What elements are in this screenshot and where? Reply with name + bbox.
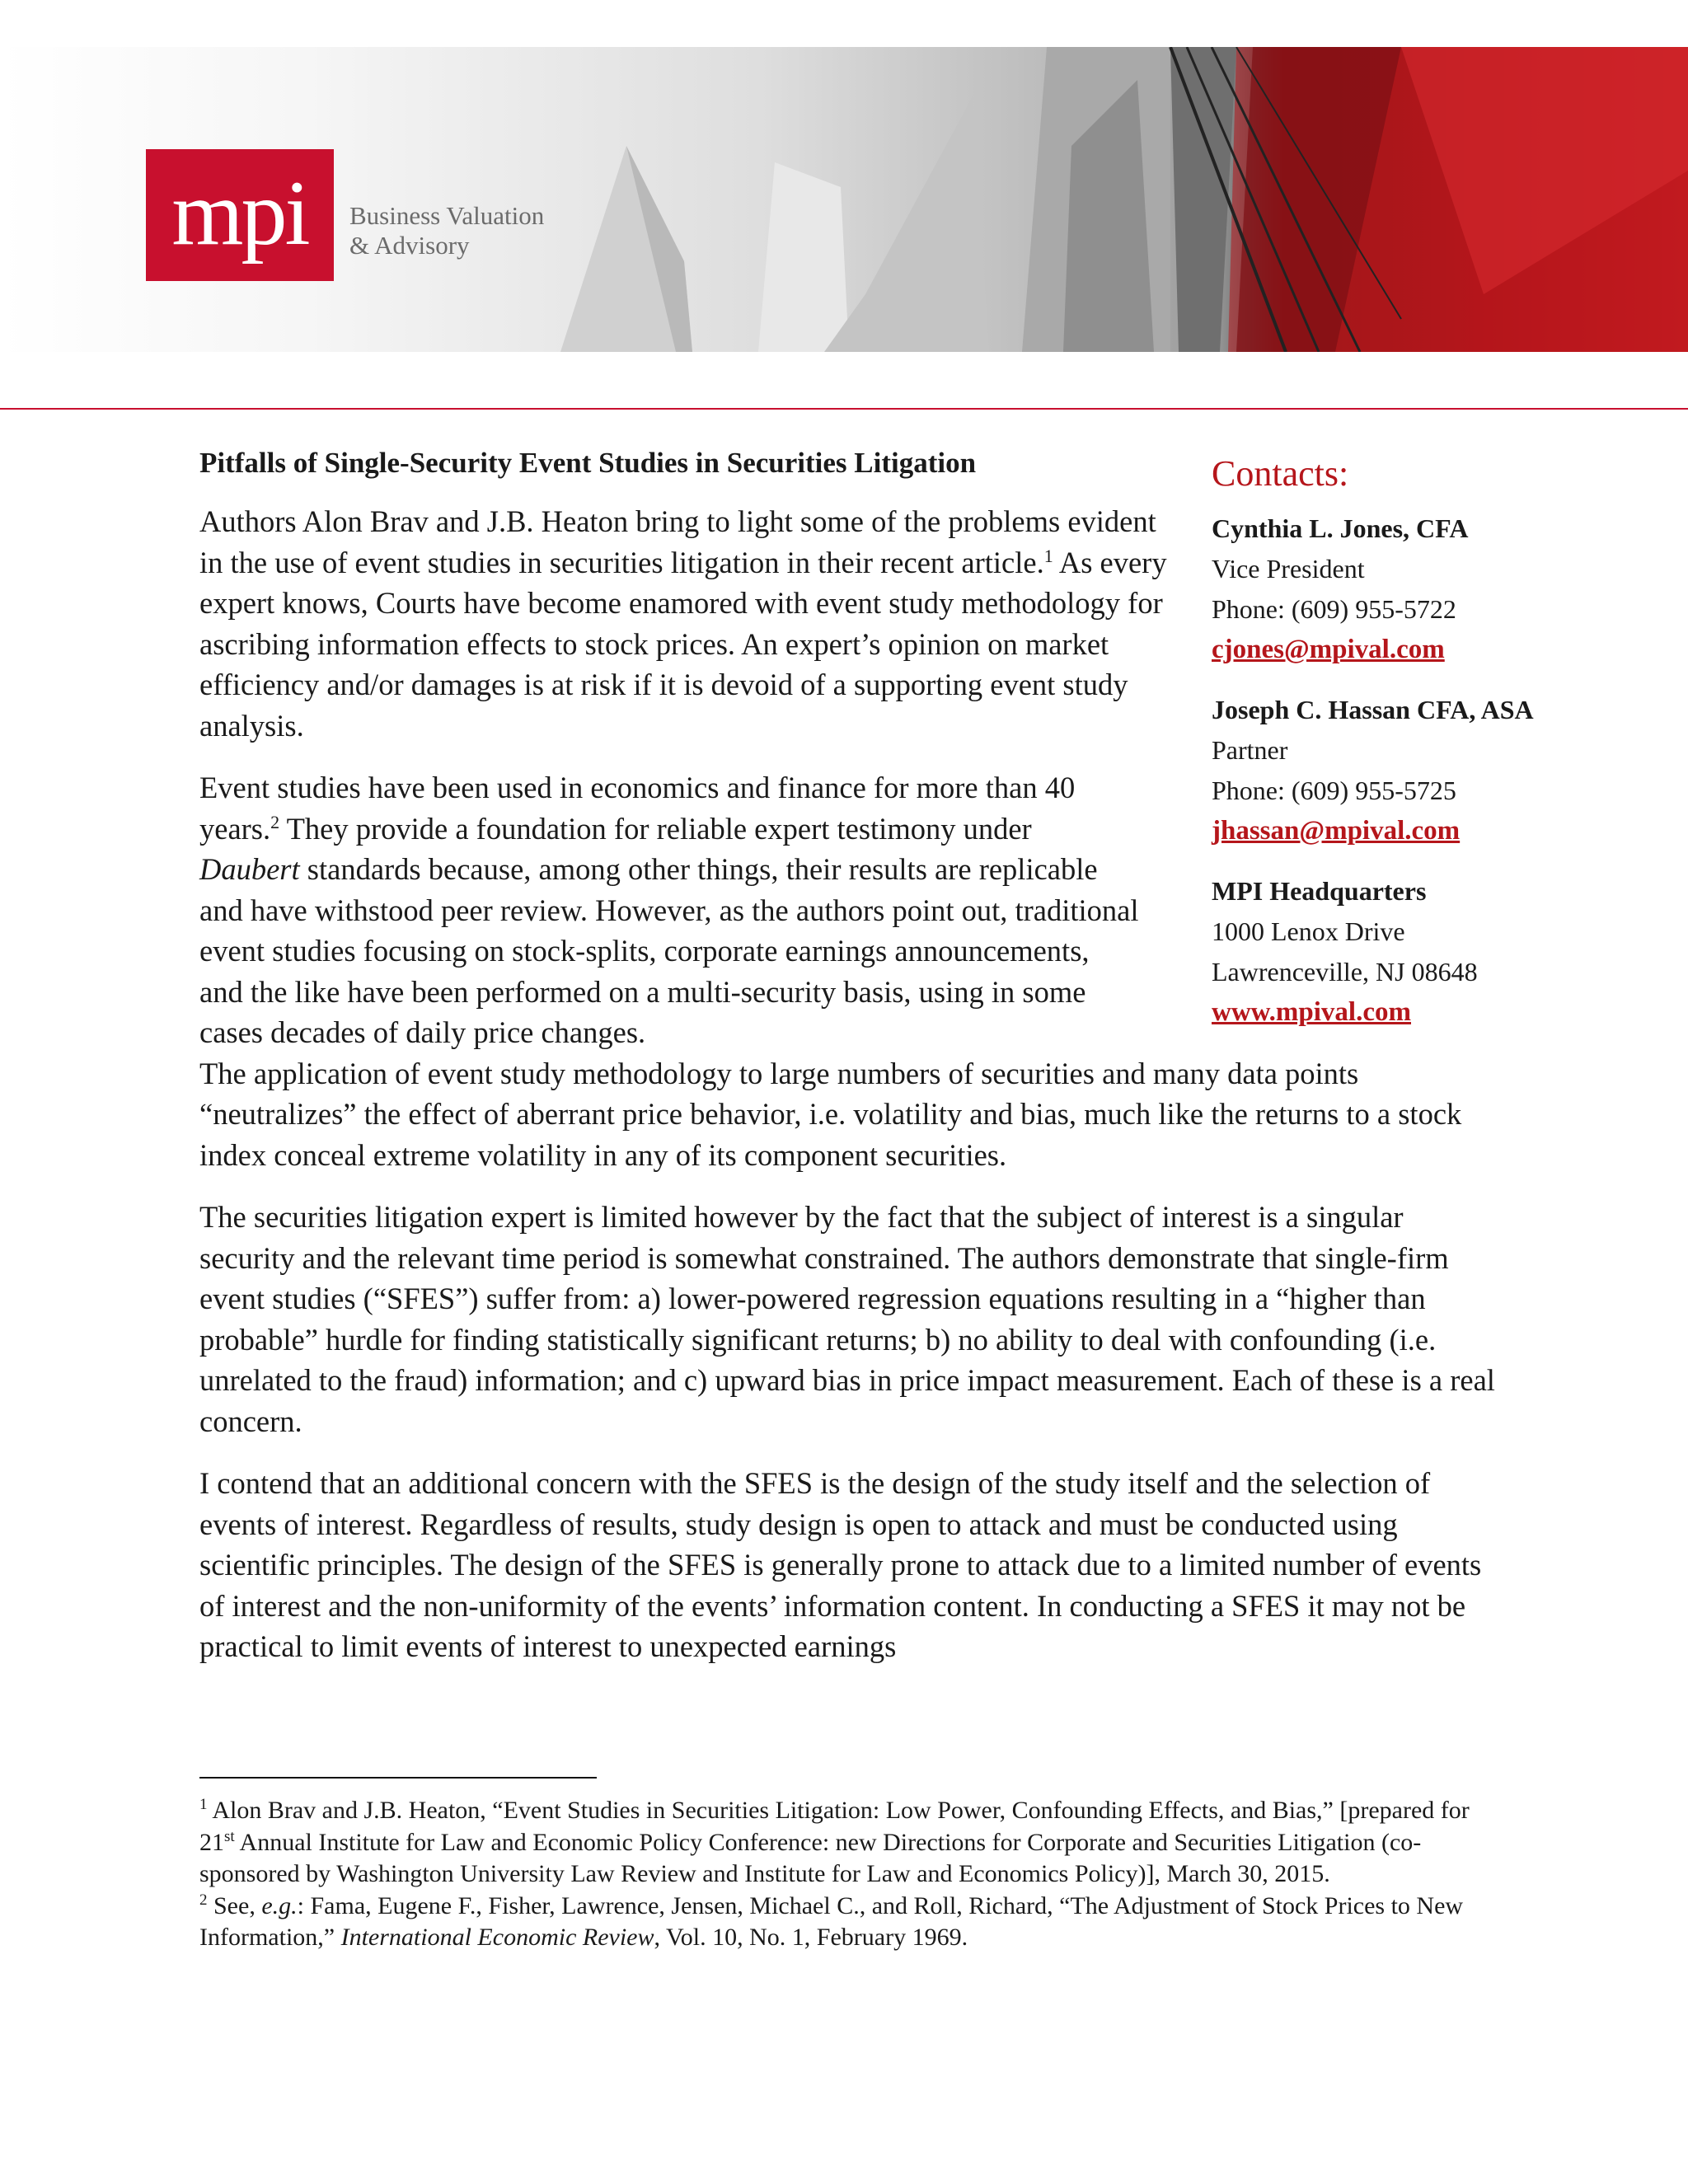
footnote-1-text-b: Annual Institute for Law and Economic Policy Conference: new Directions for Corporate and Securities Litigation (co-sponsored by Washington University Law Review and Institute for Law and Economics Policy)], March 30, 2015.	[199, 1828, 1422, 1887]
footnote-1-text-a: Alon Brav and J.B. Heaton, “Event Studies in Securities Litigation: Low Power, Confounding Effects, and Bias,” [prepared for 21	[199, 1797, 1470, 1856]
headquarters-card	[1212, 871, 1574, 1033]
footnote-1	[199, 1795, 1502, 1891]
contact-phone: Phone: (609) 955-5725	[1212, 776, 1456, 805]
tagline-line-2: & Advisory	[349, 231, 470, 260]
contact-email-link[interactable]: jhassan@mpival.com	[1212, 816, 1461, 846]
hq-city: Lawrenceville, NJ 08648	[1212, 957, 1478, 987]
footnote-2	[199, 1891, 1502, 1954]
contact-email-link[interactable]: cjones@mpival.com	[1212, 635, 1445, 664]
footnote-2-journal: International Economic Review	[340, 1924, 654, 1951]
hq-street: 1000 Lenox Drive	[1212, 916, 1405, 946]
website-link[interactable]: www.mpival.com	[1212, 997, 1411, 1027]
hq-name: MPI Headquarters	[1212, 876, 1427, 906]
mpi-logo	[146, 149, 334, 281]
contacts-sidebar	[1212, 449, 1574, 1052]
article-title: Pitfalls of Single-Security Event Studies in Securities Litigation	[199, 447, 977, 479]
footnote-2-text-a: See,	[207, 1891, 262, 1919]
header-divider	[0, 408, 1688, 410]
p1-text-b: As every expert knows, Courts have become enamored with event study methodology for ascribing information effects to stock prices. An expert’s opinion on market efficiency and/or damages is at risk if it is devoid of a supporting event study analysis.	[199, 545, 1167, 743]
footnote-2-eg: e.g.	[261, 1891, 298, 1919]
p2-text-b: They provide a foundation for reliable expert testimony under	[279, 811, 1032, 846]
footnote-2-text-b: : Fama, Eugene F., Fisher, Lawrence, Jensen, Michael C., and Roll, Richard, “The Adjustment of Stock Prices to New Information,”	[199, 1891, 1464, 1951]
contact-card-hassan	[1212, 690, 1574, 851]
p2-text-c: standards because, among other things, their results are replicable and have withstood peer review. However, as the authors point out, traditional event studies focusing on stock-splits, corporate earnings announcements, and the like have been performed on a multi-security basis, using in some cases decades of daily price changes.	[199, 852, 1139, 1049]
company-tagline	[349, 201, 544, 260]
p2-text-a: Event studies have been used in economics and finance for more than 40 years.	[199, 771, 1076, 846]
tagline-line-1: Business Valuation	[349, 201, 545, 230]
footnote-ref-2[interactable]: 2	[270, 811, 280, 832]
p2-italic-daubert: Daubert	[199, 852, 300, 886]
paragraph-4: I contend that an additional concern with the SFES is the design of the study itself and the selection of events of interest. Regardless of results, study design is open to attack and must be conducted using scientific principles. The design of the SFES is generally prone to attack due to a limited number of events of interest and the non-uniformity of the events’ information content. In conducting a SFES it may not be practical to limit events of interest to unexpected earnings	[199, 1466, 1482, 1663]
p2-text-d: The application of event study methodology to large numbers of securities and many data points “neutralizes” the effect of aberrant price behavior, i.e. volatility and bias, much like the returns to a stock index conceal extreme volatility in any of its component securities.	[199, 1056, 1462, 1172]
contacts-heading: Contacts:	[1212, 453, 1349, 494]
contact-title: Partner	[1212, 735, 1288, 765]
contact-card-jones	[1212, 509, 1574, 670]
footnotes	[199, 1795, 1502, 1954]
logo-text: mpi	[171, 162, 308, 265]
contact-phone: Phone: (609) 955-5722	[1212, 594, 1456, 624]
ordinal-suffix: st	[224, 1827, 235, 1845]
footnote-ref-1[interactable]: 1	[1043, 545, 1053, 566]
contact-name: Cynthia L. Jones, CFA	[1212, 513, 1469, 543]
contact-title: Vice President	[1212, 554, 1365, 583]
paragraph-1	[199, 501, 1172, 746]
contact-name: Joseph C. Hassan CFA, ASA	[1212, 695, 1534, 724]
paragraph-3: The securities litigation expert is limited however by the fact that the subject of interest is a singular security and the relevant time period is somewhat constrained. The authors demonstrate that single-firm event studies (“SFES”) suffer from: a) lower-powered regression equations resulting in a “higher than probable” hurdle for finding statistically significant returns; b) no ability to deal with confounding (i.e. unrelated to the fraud) information; and c) upward bias in price impact measurement. Each of these is a real concern.	[199, 1200, 1495, 1438]
footnote-divider	[199, 1777, 597, 1779]
p1-text-a: Authors Alon Brav and J.B. Heaton bring to light some of the problems evident in the use of event studies in securities litigation in their recent article.	[199, 504, 1156, 579]
footnote-number: 1	[199, 1796, 208, 1813]
footnote-number: 2	[199, 1891, 208, 1909]
footnote-2-text-c: , Vol. 10, No. 1, February 1969.	[654, 1924, 968, 1951]
